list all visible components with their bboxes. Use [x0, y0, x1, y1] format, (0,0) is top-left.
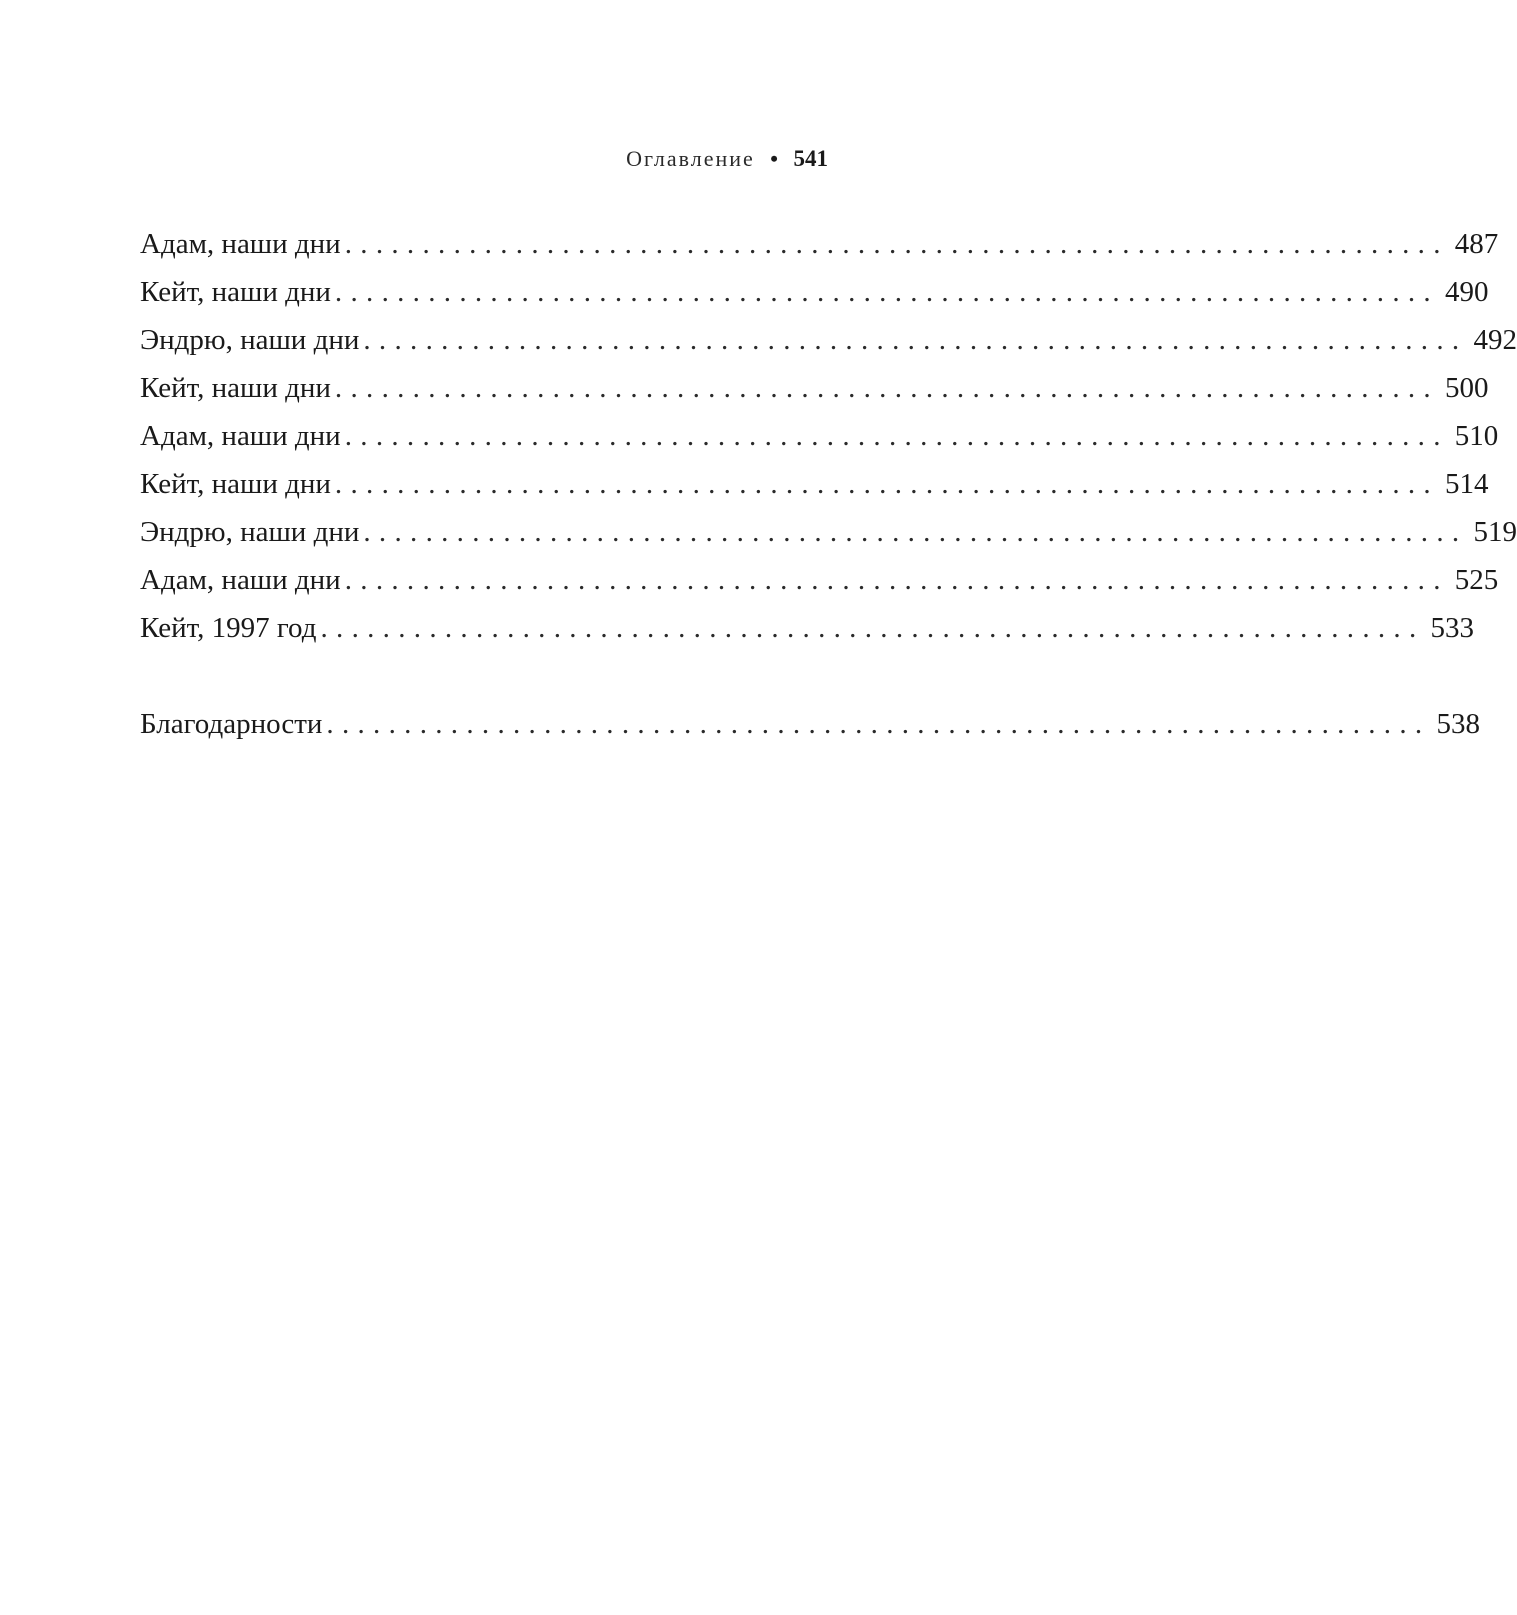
- toc-entry-page: 510: [1454, 420, 1499, 452]
- running-header: [626, 144, 828, 174]
- toc-entry-page: 490: [1444, 276, 1489, 308]
- dot-leader: .......................................................................: [344, 564, 1449, 596]
- header-page-number: 541: [793, 146, 828, 171]
- header-separator: •: [770, 146, 778, 171]
- toc-entry-title: Адам, наши дни: [140, 420, 341, 452]
- toc-entry: [140, 220, 1499, 268]
- table-of-contents: [140, 220, 1517, 748]
- toc-entry-title: Кейт, наши дни: [140, 276, 331, 308]
- toc-entry-page: 487: [1454, 228, 1499, 260]
- toc-entry: [140, 412, 1499, 460]
- dot-leader: .......................................................................: [334, 372, 1439, 404]
- toc-entry-title: Кейт, 1997 год: [140, 612, 317, 644]
- toc-entry-page: 514: [1444, 468, 1489, 500]
- toc-entry: [140, 268, 1489, 316]
- toc-entry: [140, 556, 1499, 604]
- toc-entry-title: Эндрю, наши дни: [140, 516, 360, 548]
- toc-entry-title: Кейт, наши дни: [140, 468, 331, 500]
- toc-entry: [140, 316, 1517, 364]
- toc-entry-title: Адам, наши дни: [140, 564, 341, 596]
- toc-entry: [140, 364, 1489, 412]
- dot-leader: .......................................................................: [344, 228, 1449, 260]
- toc-entry-page: 519: [1473, 516, 1517, 548]
- toc-entry-title: Кейт, наши дни: [140, 372, 331, 404]
- toc-entry-page: 525: [1454, 564, 1499, 596]
- dot-leader: .......................................................................: [334, 276, 1439, 308]
- section-spacer: [140, 652, 830, 700]
- dot-leader: .......................................................................: [320, 612, 1425, 644]
- toc-entry: [140, 508, 1517, 556]
- toc-entry-page: 492: [1473, 324, 1517, 356]
- dot-leader: .......................................................................: [363, 324, 1468, 356]
- dot-leader: .......................................................................: [344, 420, 1449, 452]
- dot-leader: .......................................................................: [326, 708, 1431, 740]
- toc-entry: [140, 604, 1475, 652]
- toc-entry: [140, 460, 1489, 508]
- dot-leader: .......................................................................: [363, 516, 1468, 548]
- dot-leader: .......................................................................: [334, 468, 1439, 500]
- toc-entry-acknowledgements: [140, 700, 1480, 748]
- toc-entry-page: 538: [1436, 708, 1480, 740]
- toc-entry-title: Эндрю, наши дни: [140, 324, 360, 356]
- toc-entry-title: Адам, наши дни: [140, 228, 341, 260]
- toc-entry-page: 500: [1444, 372, 1489, 404]
- header-section-name: Оглавление: [626, 146, 755, 171]
- toc-entry-page: 533: [1430, 612, 1475, 644]
- toc-entry-title: Благодарности: [140, 708, 323, 740]
